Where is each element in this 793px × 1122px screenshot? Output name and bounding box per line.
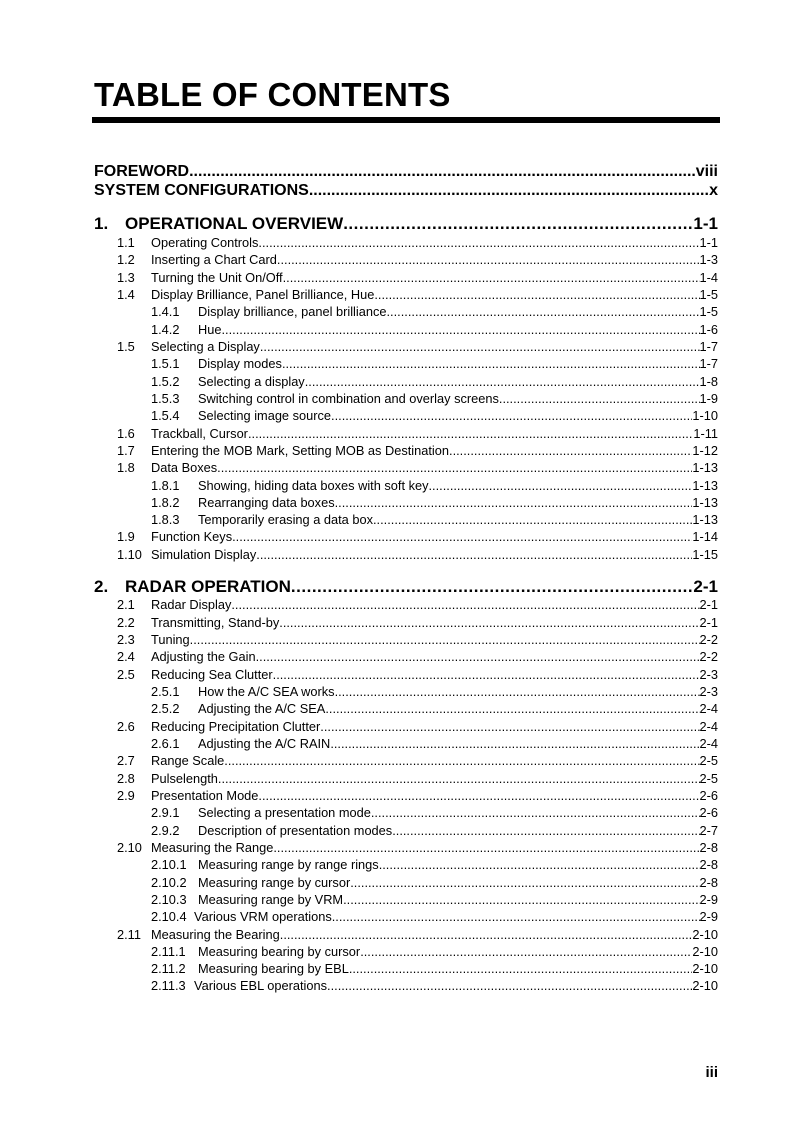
- toc-subentry[interactable]: 2.10.2 Measuring range by cursor ..... 2-8: [151, 874, 718, 891]
- toc-entry[interactable]: 2.3 Tuning ..... 2-2: [117, 631, 718, 648]
- toc-subentry[interactable]: 2.9.2 Description of presentation modes ..... 2-7: [151, 822, 718, 839]
- toc-subentry[interactable]: 1.8.2 Rearranging data boxes ..... 1-13: [151, 494, 718, 511]
- toc-entry[interactable]: 1.9 Function Keys ..... 1-14: [117, 528, 718, 545]
- toc-entry[interactable]: 2.1 Radar Display ..... 2-1: [117, 596, 718, 613]
- toc-subentry[interactable]: 2.10.4 Various VRM operations ..... 2-9: [151, 908, 718, 925]
- toc-entry[interactable]: 1.5 Selecting a Display ..... 1-7: [117, 338, 718, 355]
- toc-subentry[interactable]: 2.10.3 Measuring range by VRM ..... 2-9: [151, 891, 718, 908]
- toc-entry[interactable]: 2.9 Presentation Mode ..... 2-6: [117, 787, 718, 804]
- toc-entry[interactable]: 2.7 Range Scale ..... 2-5: [117, 752, 718, 769]
- toc-entry[interactable]: 1.2 Inserting a Chart Card ..... 1-3: [117, 251, 718, 268]
- toc-subentry[interactable]: 1.5.2 Selecting a display ..... 1-8: [151, 373, 718, 390]
- toc-entry[interactable]: 1.3 Turning the Unit On/Off ..... 1-4: [117, 269, 718, 286]
- toc-chapter-1[interactable]: 1. OPERATIONAL OVERVIEW ..... 1-1: [94, 214, 718, 234]
- toc-subentry[interactable]: 2.6.1 Adjusting the A/C RAIN ..... 2-4: [151, 735, 718, 752]
- toc-entry[interactable]: 1.7 Entering the MOB Mark, Setting MOB as Destination ..... 1-12: [117, 442, 718, 459]
- page-title: TABLE OF CONTENTS: [94, 76, 451, 113]
- toc-entry[interactable]: 2.2 Transmitting, Stand-by ..... 2-1: [117, 614, 718, 631]
- toc-chapter-2[interactable]: 2. RADAR OPERATION ..... 2-1: [94, 577, 718, 597]
- toc-entry[interactable]: 1.6 Trackball, Cursor ..... 1-11: [117, 425, 718, 442]
- toc-entry[interactable]: 2.4 Adjusting the Gain ..... 2-2: [117, 648, 718, 665]
- toc-subentry[interactable]: 2.11.3 Various EBL operations ..... 2-10: [151, 977, 718, 994]
- toc-entry[interactable]: 1.8 Data Boxes ..... 1-13: [117, 459, 718, 476]
- toc-subentry[interactable]: 2.11.2 Measuring bearing by EBL ..... 2-10: [151, 960, 718, 977]
- toc-entry[interactable]: 2.11 Measuring the Bearing ..... 2-10: [117, 926, 718, 943]
- toc-subentry[interactable]: 1.5.4 Selecting image source ..... 1-10: [151, 407, 718, 424]
- toc-entry[interactable]: 2.6 Reducing Precipitation Clutter ..... 2-4: [117, 718, 718, 735]
- toc-subentry[interactable]: 2.10.1 Measuring range by range rings ..... 2-8: [151, 856, 718, 873]
- toc-subentry[interactable]: 1.8.3 Temporarily erasing a data box ..... 1-13: [151, 511, 718, 528]
- toc-subentry[interactable]: 1.5.1 Display modes ..... 1-7: [151, 355, 718, 372]
- page-number: iii: [705, 1064, 718, 1081]
- toc-entry[interactable]: 2.10 Measuring the Range ..... 2-8: [117, 839, 718, 856]
- toc-entry-system-configurations[interactable]: SYSTEM CONFIGURATIONS ..... x: [94, 181, 718, 200]
- toc-subentry[interactable]: 2.11.1 Measuring bearing by cursor ..... 2-10: [151, 943, 718, 960]
- toc-entry[interactable]: 2.8 Pulselength ..... 2-5: [117, 770, 718, 787]
- toc-subentry[interactable]: 1.4.1 Display brilliance, panel brilliance ..... 1-5: [151, 303, 718, 320]
- toc-subentry[interactable]: 2.5.1 How the A/C SEA works ..... 2-3: [151, 683, 718, 700]
- toc-entry[interactable]: 1.1 Operating Controls ..... 1-1: [117, 234, 718, 251]
- toc-subentry[interactable]: 1.4.2 Hue ..... 1-6: [151, 321, 718, 338]
- toc-entry[interactable]: 1.10 Simulation Display ..... 1-15: [117, 546, 718, 563]
- toc-entry[interactable]: 1.4 Display Brilliance, Panel Brilliance, Hue ..... 1-5: [117, 286, 718, 303]
- toc-subentry[interactable]: 1.5.3 Switching control in combination and overlay screens ..... 1-9: [151, 390, 718, 407]
- toc-subentry[interactable]: 1.8.1 Showing, hiding data boxes with soft key ..... 1-13: [151, 477, 718, 494]
- toc-subentry[interactable]: 2.9.1 Selecting a presentation mode ..... 2-6: [151, 804, 718, 821]
- toc-subentry[interactable]: 2.5.2 Adjusting the A/C SEA ..... 2-4: [151, 700, 718, 717]
- toc-entry-foreword[interactable]: FOREWORD ..... viii: [94, 162, 718, 181]
- toc-entry[interactable]: 2.5 Reducing Sea Clutter ..... 2-3: [117, 666, 718, 683]
